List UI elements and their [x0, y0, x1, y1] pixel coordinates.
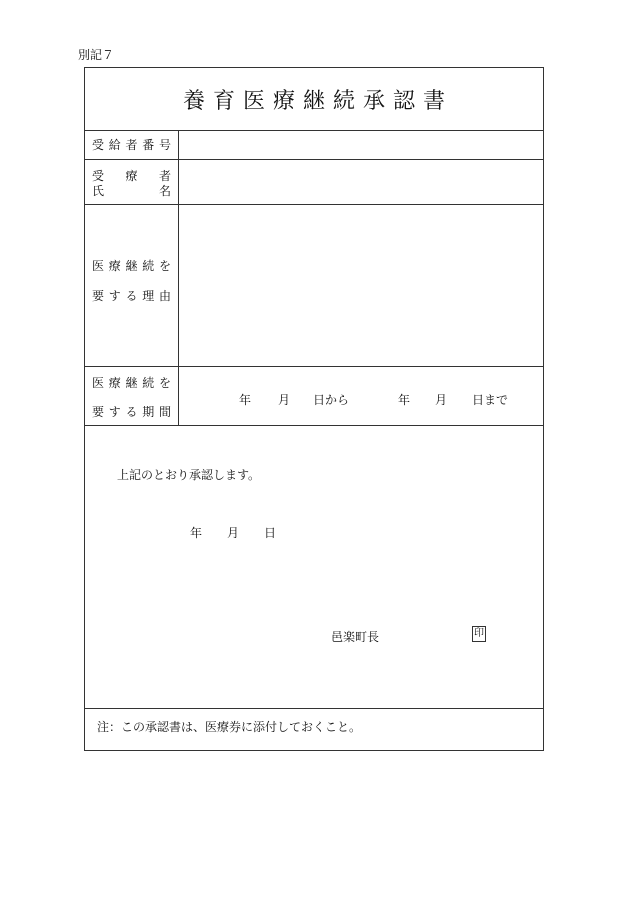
continuation-period-field[interactable] — [179, 367, 543, 425]
label-char: 号 — [158, 138, 171, 152]
approval-date-month: 月 — [227, 526, 240, 540]
label-char: 続 — [142, 376, 155, 390]
label-char: 氏 — [92, 184, 105, 198]
label-char: 療 — [108, 259, 121, 273]
period-to-day: 日まで — [472, 393, 509, 407]
label-char: 療 — [125, 169, 138, 183]
label-char: 名 — [158, 184, 171, 198]
label-char: 由 — [158, 289, 171, 303]
period-to-month: 月 — [435, 393, 448, 407]
label-char: る — [125, 405, 138, 419]
approval-statement: 上記のとおり承認します。 — [117, 468, 261, 482]
patient-name-field[interactable] — [179, 160, 543, 204]
period-from-month: 月 — [278, 393, 291, 407]
label-char: 継 — [125, 376, 138, 390]
label-char: 給 — [108, 138, 121, 152]
label-char: 番 — [142, 138, 155, 152]
seal-mark: 印 — [472, 626, 486, 642]
period-from-day: 日から — [313, 393, 350, 407]
approval-form — [84, 67, 544, 751]
label-char: を — [158, 259, 171, 273]
period-from-year: 年 — [239, 393, 252, 407]
label-char: 受 — [92, 138, 105, 152]
label-char: 要 — [92, 405, 105, 419]
period-to-year: 年 — [398, 393, 411, 407]
label-char: 受 — [92, 169, 105, 183]
patient-name-row — [85, 160, 543, 205]
label-char: 理 — [142, 289, 155, 303]
label-char: 継 — [125, 259, 138, 273]
label-char: る — [125, 289, 138, 303]
footer-note: 注：この承認書は、医療券に添付しておくこと。 — [97, 720, 362, 734]
continuation-period-row — [85, 367, 543, 426]
issuing-authority: 邑楽町長 — [331, 630, 380, 644]
continuation-reason-label — [85, 205, 179, 366]
label-char: 続 — [142, 259, 155, 273]
continuation-period-label — [85, 367, 179, 425]
label-char: 期 — [142, 405, 155, 419]
label-char: 医 — [92, 376, 105, 390]
recipient-number-label — [85, 130, 179, 159]
label-char: す — [108, 289, 121, 303]
label-char: を — [158, 376, 171, 390]
label-char: 者 — [158, 169, 171, 183]
patient-name-label — [85, 160, 179, 204]
title-row — [85, 68, 543, 131]
label-char: 者 — [125, 138, 138, 152]
approval-section — [85, 426, 543, 709]
approval-date-year: 年 — [190, 526, 203, 540]
continuation-reason-field[interactable] — [179, 205, 543, 366]
label-char: 要 — [92, 289, 105, 303]
label-char: す — [108, 405, 121, 419]
recipient-number-field[interactable] — [179, 130, 543, 159]
approval-date-day: 日 — [264, 526, 277, 540]
label-char: 間 — [158, 405, 171, 419]
document-title: 養育医療継続承認書 — [182, 88, 453, 114]
label-char: 医 — [92, 259, 105, 273]
continuation-reason-row — [85, 205, 543, 367]
recipient-number-row — [85, 130, 543, 160]
label-char: 療 — [108, 376, 121, 390]
appendix-label: 別記７ — [78, 48, 115, 62]
